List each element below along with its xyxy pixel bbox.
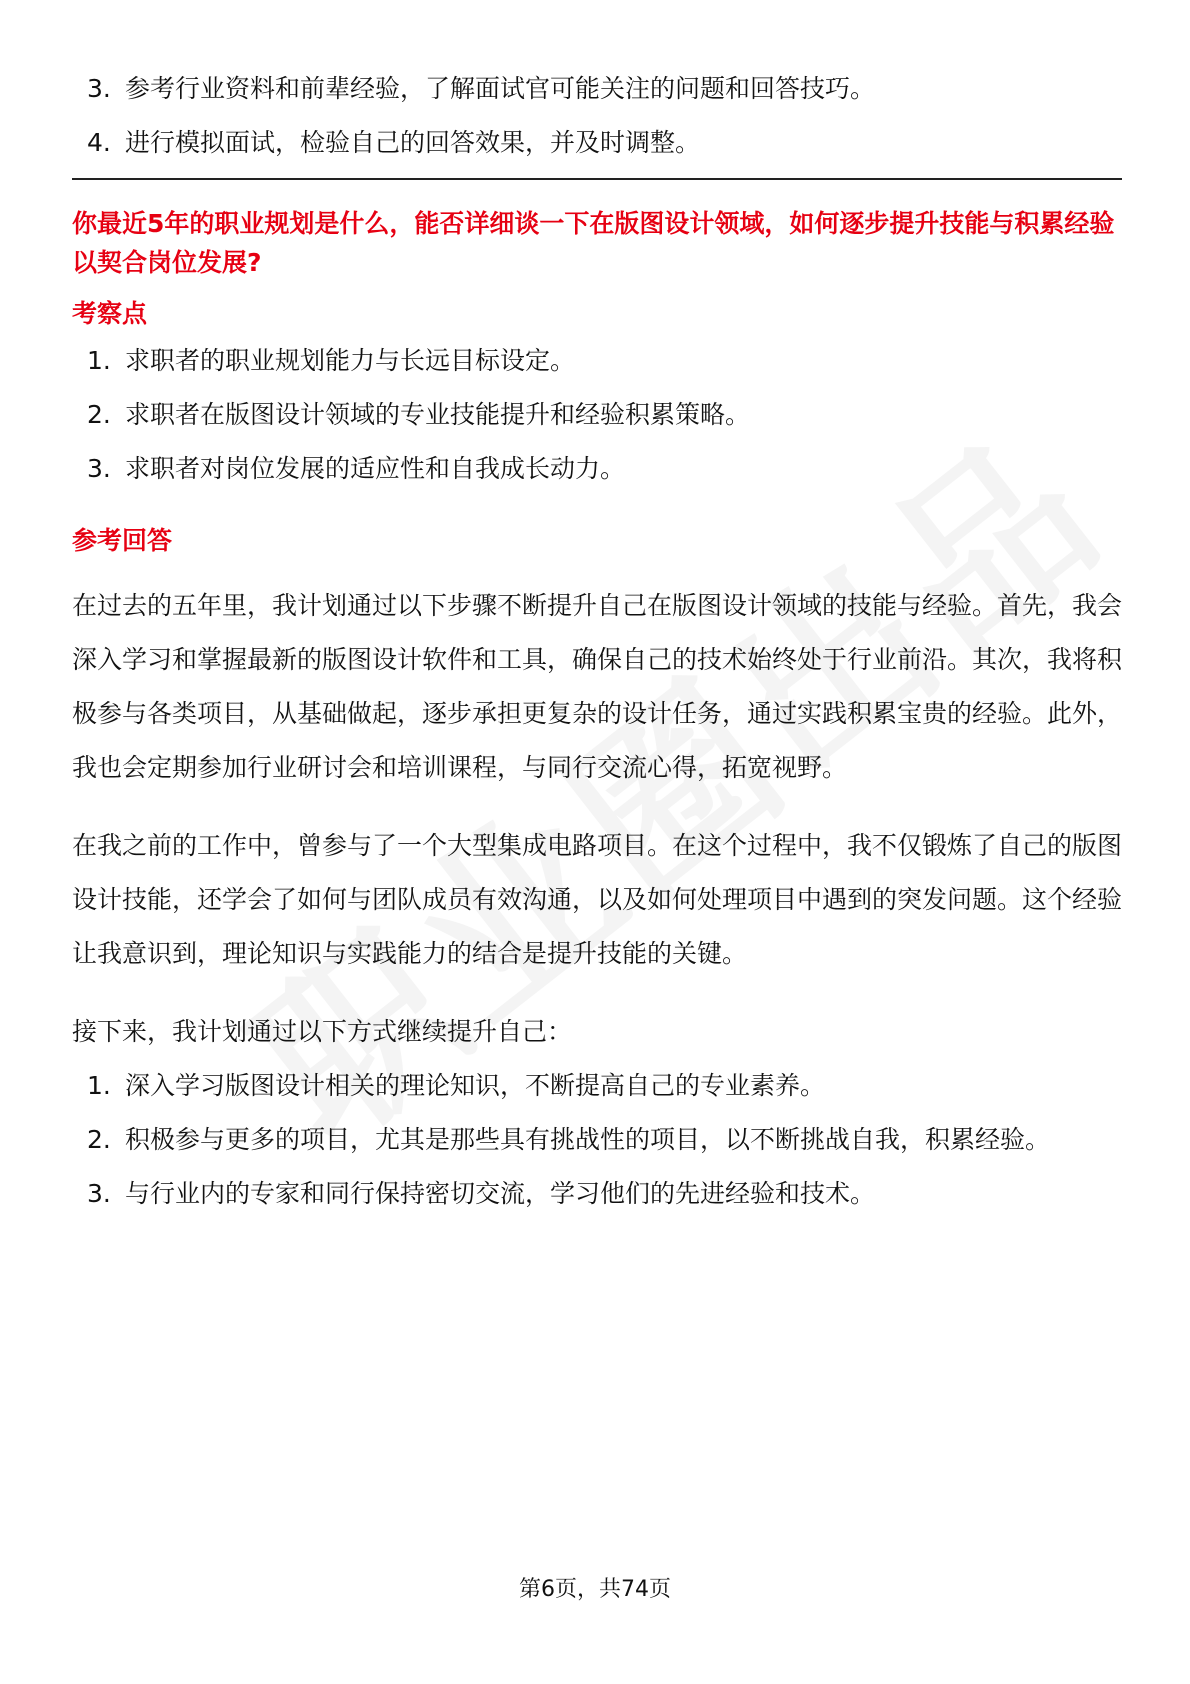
list-item-text: 积极参与更多的项目，尤其是那些具有挑战性的项目，以不断挑战自我，积累经验。: [125, 1125, 1051, 1154]
reference-answer-heading: 参考回答: [72, 526, 173, 555]
list-item-number: 4.: [87, 128, 111, 157]
improvement-plan-list: [72, 1059, 1122, 1221]
list-item-number: 1.: [87, 1071, 111, 1100]
list-item-text: 进行模拟面试，检验自己的回答效果，并及时调整。: [125, 128, 701, 157]
list-item-text: 参考行业资料和前辈经验，了解面试官可能关注的问题和回答技巧。: [125, 74, 876, 103]
list-item-text: 深入学习版图设计相关的理论知识，不断提高自己的专业素养。: [125, 1071, 826, 1100]
list-item: [72, 388, 1122, 442]
interview-question: 你最近5年的职业规划是什么，能否详细谈一下在版图设计领域，如何逐步提升技能与积累经验以契合岗位发展?: [72, 209, 1115, 277]
list-item-number: 3.: [87, 74, 111, 103]
prep-steps-list: [72, 62, 1122, 170]
answer-paragraph: 在过去的五年里，我计划通过以下步骤不断提升自己在版图设计领域的技能与经验。首先，我会深入学习和掌握最新的版图设计软件和工具，确保自己的技术始终处于行业前沿。其次，我将积极参与各类项目，从基础做起，逐步承担更复杂的设计任务，通过实践积累宝贵的经验。此外，我也会定期参加行业研讨会和培训课程，与同行交流心得，拓宽视野。: [72, 591, 1123, 782]
list-item-number: 2.: [87, 400, 111, 429]
list-item: [72, 1059, 1122, 1113]
list-item: [72, 62, 1122, 116]
exam-points-list: [72, 334, 1122, 496]
section-divider: [72, 178, 1122, 180]
list-item-text: 与行业内的专家和同行保持密切交流，学习他们的先进经验和技术。: [125, 1179, 876, 1208]
answer-paragraph: 接下来，我计划通过以下方式继续提升自己：: [72, 1017, 573, 1046]
list-item-number: 2.: [87, 1125, 111, 1154]
exam-points-heading: 考察点: [72, 299, 148, 328]
list-item-number: 3.: [87, 454, 111, 483]
page-number-footer: 第6页，共74页: [519, 1577, 671, 1602]
page-content: [72, 62, 1122, 1221]
answer-paragraph: 在我之前的工作中，曾参与了一个大型集成电路项目。在这个过程中，我不仅锻炼了自己的版图设计技能，还学会了如何与团队成员有效沟通，以及如何处理项目中遇到的突发问题。这个经验让我意识到，理论知识与实践能力的结合是提升技能的关键。: [72, 831, 1123, 968]
list-item: [72, 1113, 1122, 1167]
list-item-text: 求职者的职业规划能力与长远目标设定。: [125, 346, 576, 375]
list-item: [72, 442, 1122, 496]
list-item-number: 1.: [87, 346, 111, 375]
list-item: [72, 116, 1122, 170]
list-item: [72, 334, 1122, 388]
list-item-text: 求职者在版图设计领域的专业技能提升和经验积累策略。: [125, 400, 751, 429]
list-item-number: 3.: [87, 1179, 111, 1208]
list-item: [72, 1167, 1122, 1221]
list-item-text: 求职者对岗位发展的适应性和自我成长动力。: [125, 454, 626, 483]
